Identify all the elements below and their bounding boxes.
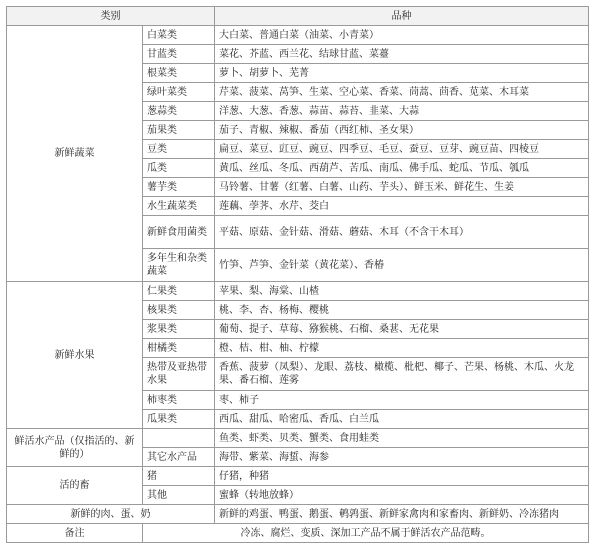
subcategory-cell: 新鲜食用菌类: [143, 216, 215, 249]
items-cell: 平菇、原菇、金针菇、滑菇、蘑菇、木耳（不含干木耳）: [215, 216, 589, 249]
header-category: 类别: [7, 7, 215, 26]
items-cell: 桃、李、杏、杨梅、樱桃: [215, 301, 589, 320]
items-cell: 黄瓜、丝瓜、冬瓜、西葫芦、苦瓜、南瓜、佛手瓜、蛇瓜、节瓜、瓠瓜: [215, 159, 589, 178]
note-text: 冷冻、腐烂、变质、深加工产品不属于鲜活农产品范畴。: [143, 524, 589, 543]
group-label-vegetables: 新鲜蔬菜: [7, 26, 143, 282]
subcategory-cell: 浆果类: [143, 320, 215, 339]
table-row: [7, 467, 589, 486]
items-cell: 枣、柿子: [215, 391, 589, 410]
items-cell: 茄子、青椒、辣椒、番茄（西红柿、圣女果）: [215, 121, 589, 140]
subcategory-cell: 薯芋类: [143, 178, 215, 197]
table-row: [7, 505, 589, 524]
subcategory-cell: [143, 429, 215, 448]
note-label: 备注: [7, 524, 143, 543]
group-label-meat-egg-milk: 新鲜的肉、蛋、奶: [7, 505, 215, 524]
subcategory-cell: 多年生和杂类蔬菜: [143, 249, 215, 282]
subcategory-cell: 绿叶菜类: [143, 83, 215, 102]
subcategory-cell: 根菜类: [143, 64, 215, 83]
table-row: [7, 26, 589, 45]
items-cell: 西瓜、甜瓜、哈密瓜、香瓜、白兰瓜: [215, 410, 589, 429]
items-cell: 海带、紫菜、海蜇、海参: [215, 448, 589, 467]
header-variety: 品种: [215, 7, 589, 26]
group-label-livestock: 活的畜: [7, 467, 143, 505]
items-cell: 葡萄、提子、草莓、猕猴桃、石榴、桑葚、无花果: [215, 320, 589, 339]
items-cell: 菜花、芥蓝、西兰花、结球甘蓝、菜薹: [215, 45, 589, 64]
items-cell: 仔猪，种猪: [215, 467, 589, 486]
table-row: [7, 429, 589, 448]
subcategory-cell: 其他: [143, 486, 215, 505]
items-cell: 芹菜、菠菜、莴笋、生菜、空心菜、香菜、茼蒿、茴香、苋菜、木耳菜: [215, 83, 589, 102]
subcategory-cell: 柿枣类: [143, 391, 215, 410]
items-cell: 香蕉、菠萝（凤梨）、龙眼、荔枝、橄榄、枇杷、椰子、芒果、杨桃、木瓜、火龙果、番石榴、莲雾: [215, 358, 589, 391]
subcategory-cell: 水生蔬菜类: [143, 197, 215, 216]
items-cell: 苹果、梨、海棠、山楂: [215, 282, 589, 301]
items-cell: 莲藕、荸荠、水芹、茭白: [215, 197, 589, 216]
subcategory-cell: 瓜果类: [143, 410, 215, 429]
items-cell: 扁豆、菜豆、豇豆、豌豆、四季豆、毛豆、蚕豆、豆芽、豌豆苗、四棱豆: [215, 140, 589, 159]
items-cell: 萝卜、胡萝卜、芜菁: [215, 64, 589, 83]
table-container: [6, 6, 589, 543]
produce-category-table: [6, 6, 589, 543]
table-header-row: [7, 7, 589, 26]
subcategory-cell: 核果类: [143, 301, 215, 320]
subcategory-cell: 豆类: [143, 140, 215, 159]
items-cell: 竹笋、芦笋、金针菜（黄花菜）、香椿: [215, 249, 589, 282]
subcategory-cell: 甘蓝类: [143, 45, 215, 64]
subcategory-cell: 葱蒜类: [143, 102, 215, 121]
subcategory-cell: 其它水产品: [143, 448, 215, 467]
subcategory-cell: 热带及亚热带水果: [143, 358, 215, 391]
table-row-note: [7, 524, 589, 543]
subcategory-cell: 猪: [143, 467, 215, 486]
items-cell: 大白菜、普通白菜（油菜、小青菜）: [215, 26, 589, 45]
subcategory-cell: 瓜类: [143, 159, 215, 178]
items-cell: 洋葱、大葱、香葱、蒜苗、蒜苔、韭菜、大蒜: [215, 102, 589, 121]
subcategory-cell: 白菜类: [143, 26, 215, 45]
items-cell: 马铃薯、甘薯（红薯、白薯、山药、芋头）、鲜玉米、鲜花生、生姜: [215, 178, 589, 197]
group-label-aquatic: 鲜活水产品（仅指活的、新鲜的）: [7, 429, 143, 467]
subcategory-cell: 茄果类: [143, 121, 215, 140]
items-cell: 新鲜的鸡蛋、鸭蛋、鹅蛋、鹌鹑蛋、新鲜家禽肉和家畜肉、新鲜奶、冷冻猪肉: [215, 505, 589, 524]
items-cell: 蜜蜂（转地放蜂）: [215, 486, 589, 505]
subcategory-cell: 柑橘类: [143, 339, 215, 358]
items-cell: 橙、桔、柑、柚、柠檬: [215, 339, 589, 358]
items-cell: 鱼类、虾类、贝类、蟹类、食用蛙类: [215, 429, 589, 448]
subcategory-cell: 仁果类: [143, 282, 215, 301]
table-row: [7, 282, 589, 301]
group-label-fruits: 新鲜水果: [7, 282, 143, 429]
